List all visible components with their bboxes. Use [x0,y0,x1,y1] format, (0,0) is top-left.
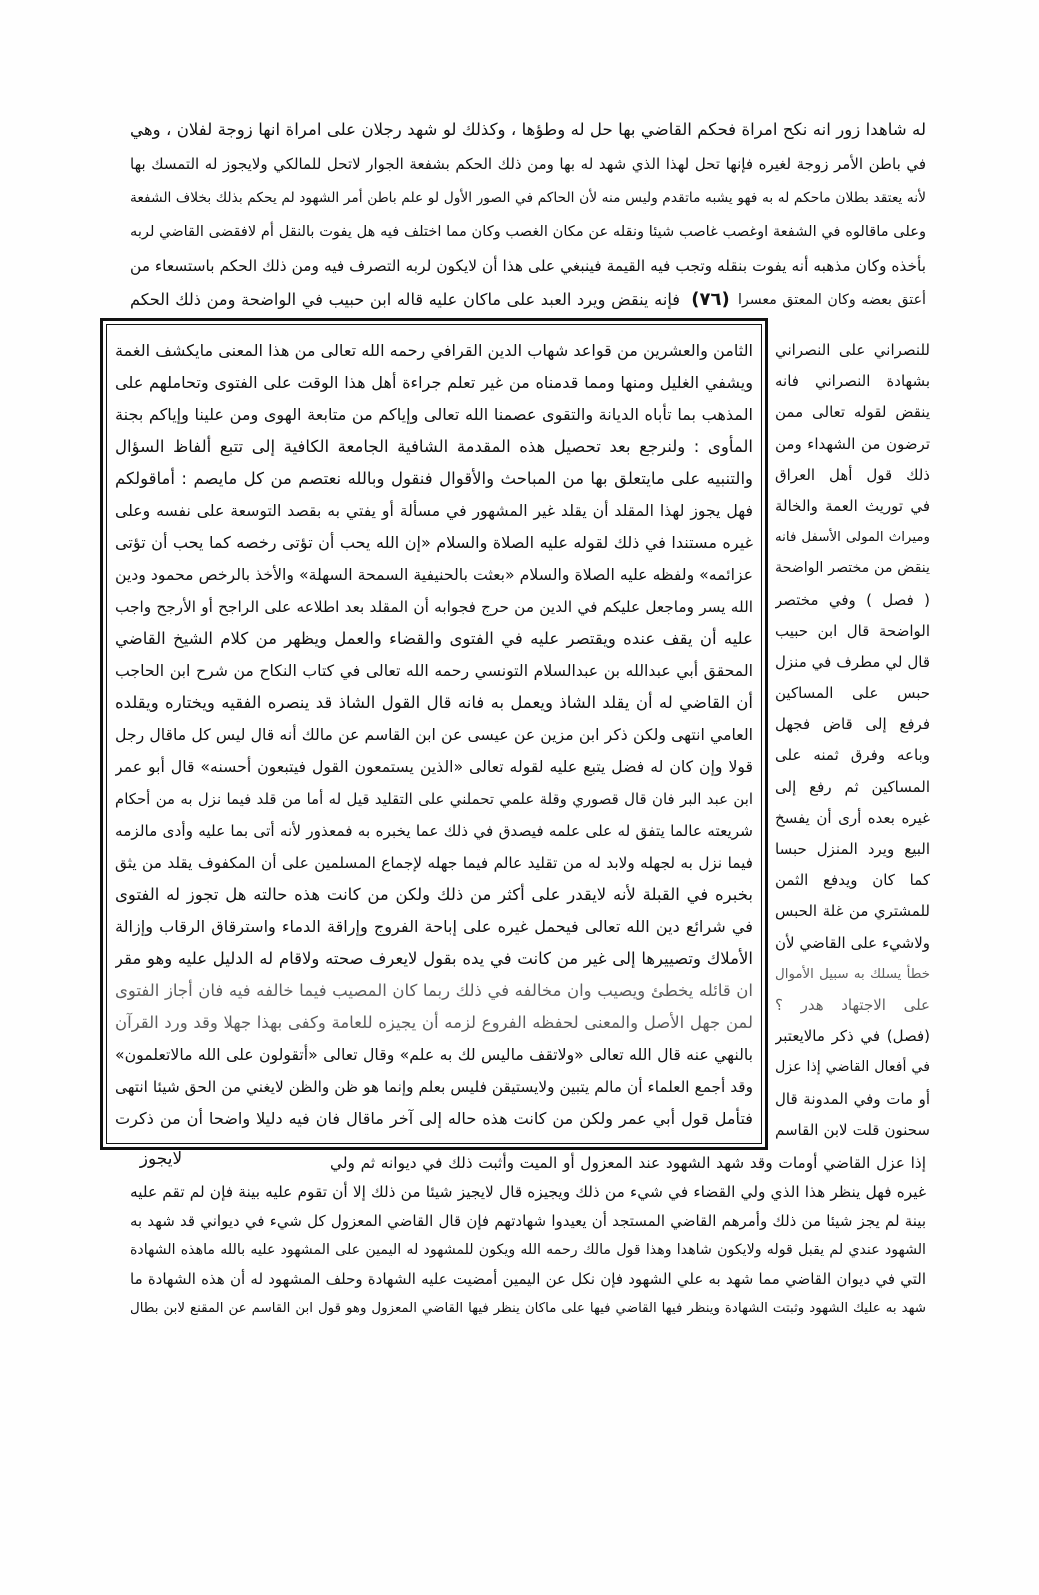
framed-text-line: ويشفي الغليل ومنها ومما قدمناه من غير تعلم جراءة أهل هذا الوقت على الفتوى وتحاملهم على [115,373,753,392]
margin-note-line: في توريث العمة والخالة [775,496,930,515]
framed-text-line: المذهب بما تأباه الديانة والتقوى عصمنا الله تعالى وإياكم من متابعة الهوى ومن علينا وإياكم بجنة [115,405,753,424]
top-text-line: في باطن الأمر زوجة لغيره فإنها تحل لهذا الذي شهد له بها ومن ذلك الحكم بشفعة الجوار لاتحل للمالكي ولايجوز له التمسك بها [130,155,926,173]
margin-note-line: في أفعال القاضي إذا عزل [775,1059,930,1076]
bottom-first-line [130,1149,926,1178]
margin-note-line: الواضحة قال ابن حبيب [775,621,930,640]
margin-note-line: المساكين ثم رفع إلى [775,777,930,796]
margin-note-line: قال لي مطرف في منزل [775,652,930,671]
margin-note-line: وباعه وفرق ثمنه على [775,746,930,765]
bottom-text-line: غيره فهل ينظر هذا الذي ولي القضاء في شيء من ذلك ويجيزه قال لايجيز شيئا من ذلك إلا أن تقوم عليه بينة فإن لم تقم عليه [130,1183,926,1201]
framed-text-line: شريعته عالما يتفق له على علمه فيصدق في ذلك عما يخبره به فمعذور لأنه أتى بما عليه وأدى مالزمه [115,822,753,840]
framed-text-line-faded: لمن جهل الأصل والمعنى لحفظه الفروع لزمه أن يجيزه للعامة وكفى بهذا جهلا وقد ورد القرآن [115,1013,753,1032]
bottom-first-line-end: لايجوز [139,1149,183,1169]
bottom-text-line: الشهود عندي لم يقبل قوله ولايكون شاهدا وهذا قول مالك رحمه الله ويكون للمشهود له اليمين على المشهود عليه بالله ماهذه الشهادة [130,1242,926,1258]
margin-note-line: أو مات وفي المدونة قال [775,1089,930,1108]
top-last-line-start: أعتق بعضه وكان المعتق معسرا [738,292,926,308]
margin-note-line: بشهادة النصراني فانه [775,372,930,391]
page-number: (٧٦) [691,289,730,310]
framed-text-line-faded: ان قائله يخطئ ويصيب وان مخالفه في ذلك ربما كان المصيب فيما خالفه فيه فان أجاز الفتوى [115,981,753,1000]
margin-note-line: ولاشيء على القاضي لأن [775,933,930,952]
bottom-text-line: شهد به عليك الشهود وثبتت الشهادة وينظر فيها القاضي فيها على ماكان ينظر فيها القاضي المعزول وهو قول ابن القاسم عن المقنع لابن بطال [130,1301,926,1316]
margin-note-line: ينقض من مختصر الواضحة [775,560,930,577]
margin-note-line: فرفع إلى قاض فجهل [775,715,930,734]
margin-note-line: وميراث المولى الأسفل فانه [775,530,930,546]
framed-text-line: عليه أن يقف عنده ويقتصر عليه في الفتوى والقضاء والعمل ويظهر من كلام الشيخ القاضي [115,629,753,648]
top-text-line: بأخذه وكان مذهبه أنه يفوت بنقله وتجب فيه القيمة فينبغي على هذا أن لايكون لربه التصرف فيه ومن ذلك الحكم باستسعاء من [130,257,926,275]
margin-note-line: سحنون قلت لابن القاسم [775,1120,930,1139]
framed-text-line: المأوى : ولنرجع بعد تحصيل هذه المقدمة الشافية الجامعة الكافية إلى تتبع ألفاظ السؤال [115,437,753,456]
margin-note-line: غيره بعده أرى أن يفسخ [775,808,930,827]
framed-text-line: بخبره في القبلة لأنه لايقدر على أكثر من ذلك ولكن من كانت هذه حالته هل تجوز له الفتوى [115,885,753,904]
margin-note-line: ينقض لقوله تعالى ممن [775,403,930,422]
bottom-text-line: بينة لم يجز شيئا من ذلك وأمرهم القاضي المستجد أن يعيدوا شهادتهم فإن قال القاضي المعزول كل شيء في ديواني قد شهد به [130,1212,926,1230]
margin-note-line: ( فصل ) وفي مختصر [775,590,930,609]
margin-note-line-faded: خطأ يسلك به سبيل الأموال [775,966,930,982]
framed-text-line: قولا وإن كان له فضل يتبع عليه لقوله تعالى «الذين يستمعون القول فيتبعون أحسنه» قال أبو عمر [115,757,753,776]
framed-text-line: بالنهي عنه قال الله تعالى «ولاتقف ماليس لك به علم» وقال تعالى «أتقولون على الله مالاتعلمون» [115,1045,753,1064]
framed-text-line: وقد أجمع العلماء أن مالم يتبين ولايستيقن فليس بعلم وإنما هو ظن والظن لايغني من الحق شيئا انتهى [115,1078,753,1096]
margin-note-line: حبس على المساكين [775,684,930,703]
margin-note-line: البيع ويرد المنزل حبسا [775,840,930,858]
top-last-line-end: فإنه ينقض ويرد العبد على ماكان عليه قاله ابن حبيب في الواضحة ومن ذلك الحكم [130,290,680,309]
bottom-text-line: التي في ديوان القاضي مما شهد به علي الشهود فإن نكل عن اليمين أمضيت عليه الشهادة وحلف المشهود له أن هذه الشهادة ما [130,1270,926,1288]
commentary-frame-inner [106,324,762,1144]
margin-note-line: كما كان ويدفع الثمن [775,871,930,890]
framed-text-line: الأملاك وتصييرها إلى غير من كانت في يده بقول لايعرف صحته ولاقام له الدليل عليه وهو مقر [115,949,753,968]
margin-notes-column [775,335,930,1146]
margin-note-line: (فصل) في ذكر مالايعتبر [775,1027,930,1046]
framed-text-line: ابن عبد البر فان قال قصوري وقلة علمي تحملني على التقليد قيل له أما من قلد فيما نزل به من أحكام [115,790,753,808]
margin-note-line-faded: على الاجتهاد هدر ؟ [775,995,930,1014]
margin-note-line: ذلك قول أهل العراق [775,465,930,484]
top-text-block [130,113,926,317]
framed-text-line: الثامن والعشرين من قواعد شهاب الدين القرافي رحمه الله تعالى من هذا المعنى مايكشف الغمة [115,341,753,360]
framed-text-line: والتنبيه على مايتعلق بها من المباحث والأقوال فنقول وبالله نعتصم من كل مايصم : أماقولكم [115,469,753,488]
framed-text-line: غيره مستندا في ذلك لقوله عليه الصلاة والسلام «إن الله يحب أن تؤتى رخصه كما يحب أن تؤتى [115,533,753,552]
top-last-line [130,283,926,317]
bottom-text-block [130,1149,926,1323]
commentary-frame [100,318,768,1150]
top-text-line: له شاهدا زور انه نكح امراة فحكم القاضي بها حل له وطؤها ، وكذلك لو شهد رجلان على امراة انها زوجة لفلان ، وهي [130,120,926,139]
framed-text-line: فتأمل قول أبي عمر ولكن من كانت هذه حاله إلى آخر ماقال فان فيه دليلا واضحا أن من ذكرت [115,1109,753,1128]
framed-text-line: أن القاضي له أن يقلد الشاذ ويعمل به فانه قال القول الشاذ قد ينصره الفقيه ويختاره ويقلده [115,693,753,712]
top-text-line: لأنه يعتقد بطلان ماحكم له به فهو يشبه ماتقدم وليس منه لأن الحاكم في الصور الأول لو علم باطن أمر الشهود لم يحكم بذلك بخلاف الشفعة [130,190,926,206]
framed-text-line: المحقق أبي عبدالله بن عبدالسلام التونسي رحمه الله تعالى في كتاب النكاح من شرح ابن الحاجب [115,661,753,680]
margin-note-line: للنصراني على النصراني [775,341,930,359]
framed-text-line: فيما نزل به لجهله ولابد له من تقليد عالم فيما جهله لإجماع المسلمين على أن المكفوف يقلد من يثق [115,854,753,872]
framed-text-line: فهل يجوز لهذا المقلد أن يقلد غير المشهور في مسألة أو يفتي به بقصد التوسعة على نفسه وعلى [115,501,753,520]
framed-text-line: الله يسر وماجعل عليكم في الدين من حرج فجوابه أن المقلد بعد اطلاعه على الراجح أو الأرجح واجب [115,598,753,616]
margin-note-line: للمشتري من غلة الحبس [775,902,930,921]
bottom-first-line-main: إذا عزل القاضي أومات وقد شهد الشهود عند المعزول أو الميت وأثبت ذلك في ديوانه ثم ولي [330,1154,926,1172]
top-text-line: وعلى ماقالوه في الشفعة اوغصب غاصب شيئا ونقله عن مكان الغصب وكان مما اختلف فيه هل يفوت بالنقل أم لافقضى القاضي لربه [130,223,926,240]
margin-note-line: ترضون من الشهداء ومن [775,434,930,453]
framed-text-line: عزائمه» ولفظه عليه الصلاة والسلام «بعثت بالحنيفية السمحة السهلة» والأخذ بالرخص محمود ودين [115,565,753,584]
framed-text-line: العامي انتهى ولكن ذكر ابن مزين عن عيسى عن ابن القاسم عن مالك أنه قال ليس كل ماقال رجل [115,725,753,744]
framed-text-line: في شرائع دين الله تعالى فيحمل غيره على إباحة الفروج وإراقة الدماء واسترقاق الرقاب وإزالة [115,917,753,936]
